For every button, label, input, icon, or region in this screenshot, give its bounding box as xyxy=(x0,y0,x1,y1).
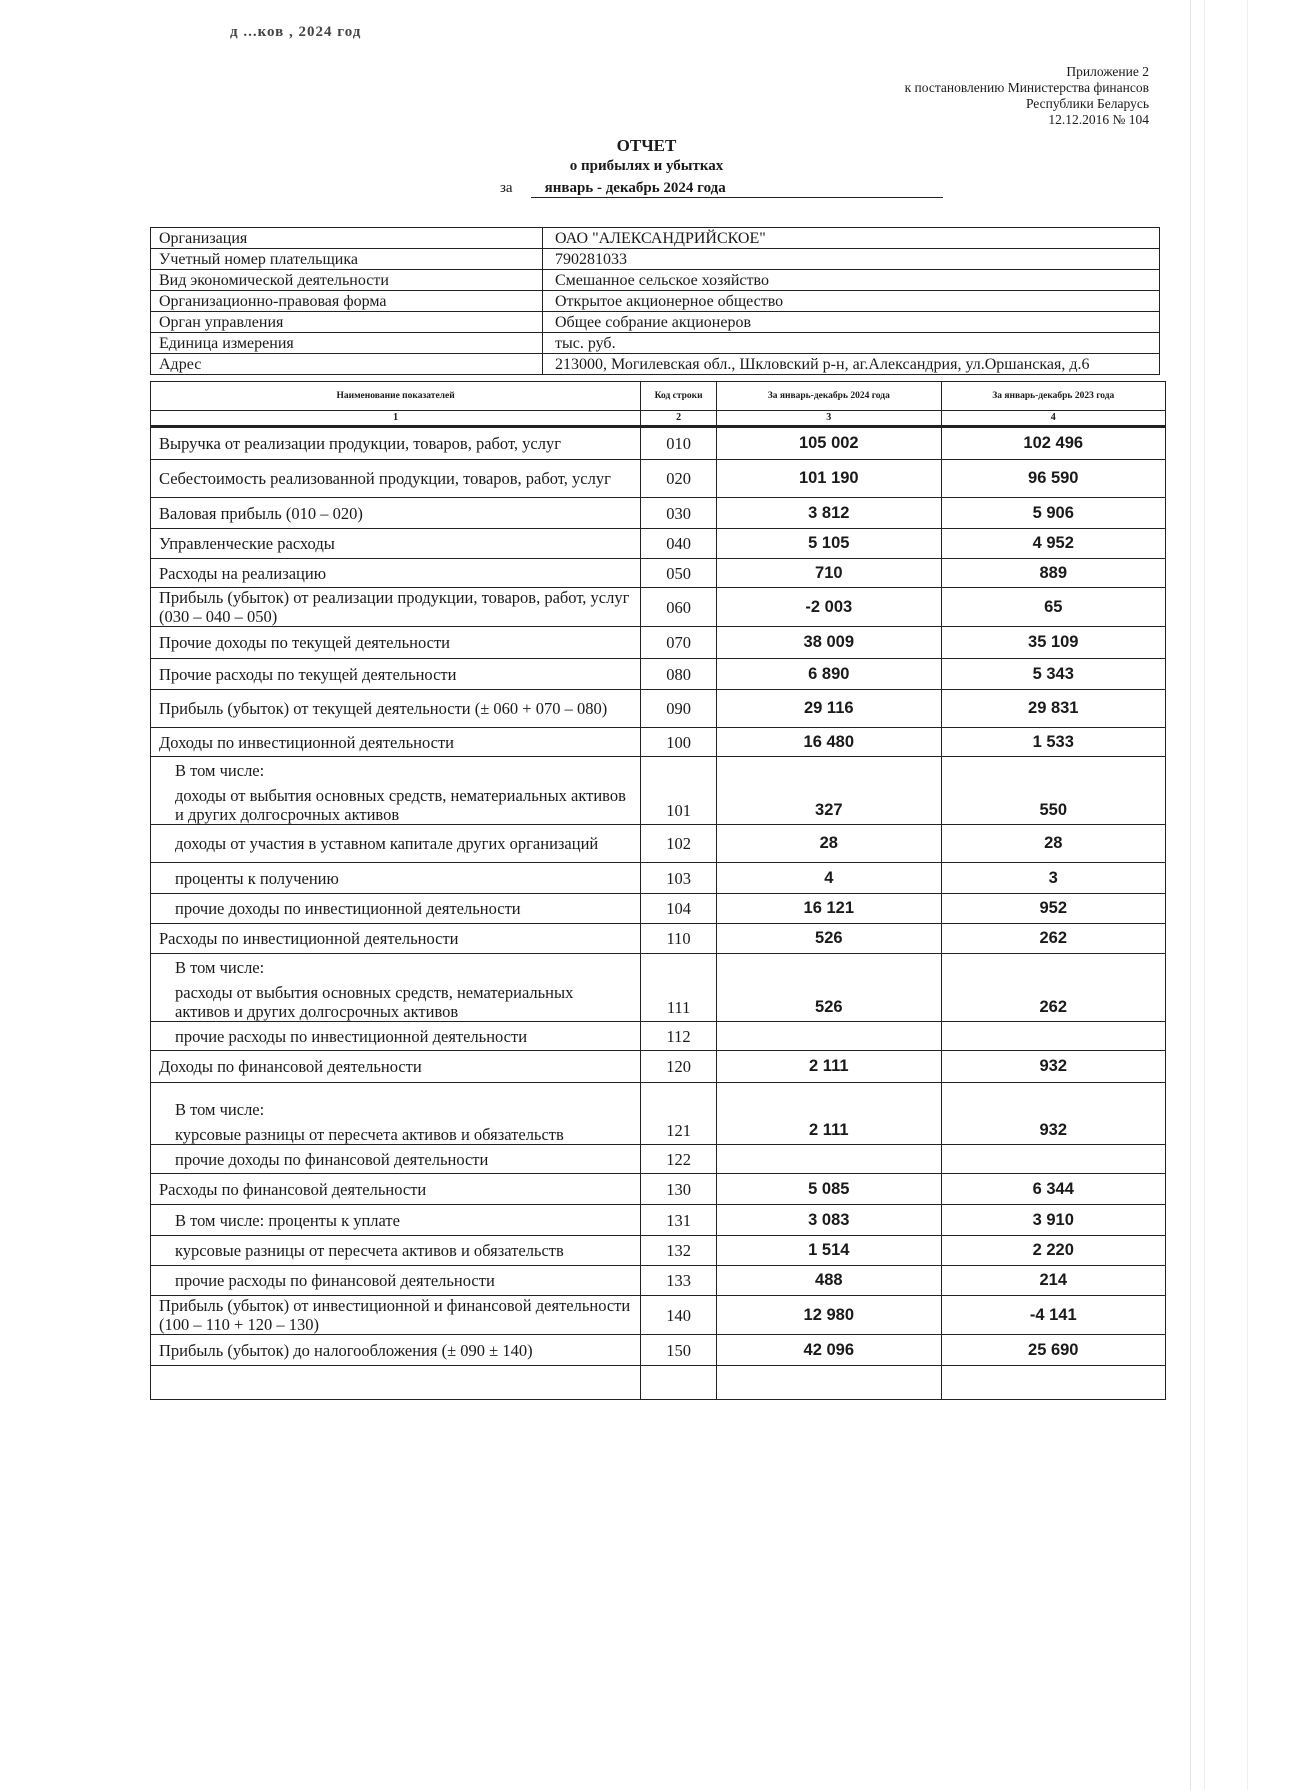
table-row xyxy=(151,427,1166,460)
table-row xyxy=(151,559,1166,588)
info-value: Открытое акционерное общество xyxy=(543,291,1160,312)
report-period xyxy=(500,180,943,198)
column-number: 4 xyxy=(941,411,1165,427)
info-label: Адрес xyxy=(151,354,543,375)
column-number: 2 xyxy=(641,411,717,427)
table-row xyxy=(151,954,1166,1022)
value-2024: 16 480 xyxy=(717,728,941,757)
row-name-text: доходы от выбытия основных средств, нематериальных активов и других долгосрочных активов xyxy=(175,786,626,824)
table-row xyxy=(151,1145,1166,1174)
row-code: 020 xyxy=(641,460,717,498)
row-name: Выручка от реализации продукции, товаров, работ, услуг xyxy=(151,427,641,460)
row-code: 110 xyxy=(641,924,717,954)
value-2024: 101 190 xyxy=(717,460,941,498)
row-code: 102 xyxy=(641,825,717,863)
value-2024: 28 xyxy=(717,825,941,863)
row-name: Управленческие расходы xyxy=(151,529,641,559)
value-2024: 3 812 xyxy=(717,498,941,529)
info-value: Смешанное сельское хозяйство xyxy=(543,270,1160,291)
table-row xyxy=(151,863,1166,894)
info-value: тыс. руб. xyxy=(543,333,1160,354)
row-name: Прибыль (убыток) до налогообложения (± 090 ± 140) xyxy=(151,1335,641,1366)
value-2023: 550 xyxy=(941,757,1165,825)
table-row xyxy=(151,529,1166,559)
row-name: Прибыль (убыток) от реализации продукции, товаров, работ, услуг (030 – 040 – 050) xyxy=(151,588,641,627)
value-2024: 2 111 xyxy=(717,1051,941,1083)
value-2024 xyxy=(717,1366,941,1400)
value-2024: 42 096 xyxy=(717,1335,941,1366)
row-code: 133 xyxy=(641,1266,717,1296)
info-label: Организация xyxy=(151,228,543,249)
value-2023: 262 xyxy=(941,954,1165,1022)
table-row xyxy=(151,1236,1166,1266)
row-code: 050 xyxy=(641,559,717,588)
table-row xyxy=(151,1083,1166,1145)
value-2024 xyxy=(717,1145,941,1174)
row-name xyxy=(151,1083,641,1145)
value-2023: 3 xyxy=(941,863,1165,894)
table-row xyxy=(151,1335,1166,1366)
row-code: 120 xyxy=(641,1051,717,1083)
row-code: 030 xyxy=(641,498,717,529)
table-row xyxy=(151,690,1166,728)
value-2024: 488 xyxy=(717,1266,941,1296)
info-row xyxy=(151,291,1160,312)
value-2023: 214 xyxy=(941,1266,1165,1296)
info-label: Вид экономической деятельности xyxy=(151,270,543,291)
value-2024: 3 083 xyxy=(717,1205,941,1236)
info-row xyxy=(151,228,1160,249)
column-number: 1 xyxy=(151,411,641,427)
row-code: 122 xyxy=(641,1145,717,1174)
header-name: Наименование показателей xyxy=(151,382,641,411)
table-row xyxy=(151,1266,1166,1296)
info-value: Общее собрание акционеров xyxy=(543,312,1160,333)
row-code: 070 xyxy=(641,627,717,659)
value-2023: 262 xyxy=(941,924,1165,954)
header-2024: За январь-декабрь 2024 года xyxy=(717,382,941,411)
value-2024 xyxy=(717,1022,941,1051)
header-2023: За январь-декабрь 2023 года xyxy=(941,382,1165,411)
value-2024: -2 003 xyxy=(717,588,941,627)
row-name: Расходы по инвестиционной деятельности xyxy=(151,924,641,954)
value-2024: 29 116 xyxy=(717,690,941,728)
table-row xyxy=(151,1205,1166,1236)
value-2023: 4 952 xyxy=(941,529,1165,559)
value-2023: 6 344 xyxy=(941,1174,1165,1205)
row-code xyxy=(641,1366,717,1400)
scan-streak xyxy=(1190,0,1191,1790)
value-2023: 1 533 xyxy=(941,728,1165,757)
value-2023: 29 831 xyxy=(941,690,1165,728)
value-2023: 5 906 xyxy=(941,498,1165,529)
info-value: 790281033 xyxy=(543,249,1160,270)
value-2024: 105 002 xyxy=(717,427,941,460)
row-code: 150 xyxy=(641,1335,717,1366)
value-2024: 12 980 xyxy=(717,1296,941,1335)
value-2023: 889 xyxy=(941,559,1165,588)
value-2023 xyxy=(941,1022,1165,1051)
report-subtitle: о прибылях и убытках xyxy=(569,158,724,174)
row-name: Доходы по финансовой деятельности xyxy=(151,1051,641,1083)
row-name xyxy=(151,1366,641,1400)
value-2024: 526 xyxy=(717,954,941,1022)
appendix-line: Приложение 2 xyxy=(1066,64,1149,79)
value-2024: 1 514 xyxy=(717,1236,941,1266)
row-name: Прочие расходы по текущей деятельности xyxy=(151,659,641,690)
info-label: Орган управления xyxy=(151,312,543,333)
row-prefix: В том числе: xyxy=(175,761,265,780)
row-code: 010 xyxy=(641,427,717,460)
row-code: 111 xyxy=(641,954,717,1022)
row-prefix: В том числе: xyxy=(175,958,265,977)
info-row xyxy=(151,333,1160,354)
table-row xyxy=(151,1174,1166,1205)
value-2024: 5 105 xyxy=(717,529,941,559)
row-code: 104 xyxy=(641,894,717,924)
table-row xyxy=(151,1296,1166,1335)
table-row xyxy=(151,659,1166,690)
value-2024: 5 085 xyxy=(717,1174,941,1205)
info-row xyxy=(151,249,1160,270)
row-name xyxy=(151,954,641,1022)
value-2023 xyxy=(941,1366,1165,1400)
row-code: 121 xyxy=(641,1083,717,1145)
profit-loss-table xyxy=(150,381,1166,1400)
info-label: Организационно-правовая форма xyxy=(151,291,543,312)
table-header-row xyxy=(151,382,1166,411)
value-2024: 6 890 xyxy=(717,659,941,690)
row-name: прочие расходы по инвестиционной деятельности xyxy=(151,1022,641,1051)
row-code: 103 xyxy=(641,863,717,894)
row-name: Расходы на реализацию xyxy=(151,559,641,588)
row-name: Доходы по инвестиционной деятельности xyxy=(151,728,641,757)
row-code: 040 xyxy=(641,529,717,559)
appendix-line: Республики Беларусь xyxy=(1025,96,1149,111)
value-2024: 710 xyxy=(717,559,941,588)
table-row xyxy=(151,757,1166,825)
row-name: Прибыль (убыток) от инвестиционной и финансовой деятельности (100 – 110 + 120 – 130) xyxy=(151,1296,641,1335)
row-name: Прочие доходы по текущей деятельности xyxy=(151,627,641,659)
row-code: 080 xyxy=(641,659,717,690)
info-row xyxy=(151,312,1160,333)
row-name: прочие доходы по финансовой деятельности xyxy=(151,1145,641,1174)
table-row xyxy=(151,728,1166,757)
value-2023: 932 xyxy=(941,1051,1165,1083)
appendix-line: к постановлению Министерства финансов xyxy=(904,80,1149,95)
value-2023 xyxy=(941,1145,1165,1174)
organization-info-table xyxy=(150,227,1160,375)
info-row xyxy=(151,270,1160,291)
row-code: 100 xyxy=(641,728,717,757)
row-name: прочие доходы по инвестиционной деятельности xyxy=(151,894,641,924)
period-prefix: за xyxy=(500,180,513,196)
row-name: Прибыль (убыток) от текущей деятельности (± 060 + 070 – 080) xyxy=(151,690,641,728)
row-name: проценты к получению xyxy=(151,863,641,894)
row-code: 140 xyxy=(641,1296,717,1335)
row-name xyxy=(151,757,641,825)
row-name: курсовые разницы от пересчета активов и обязательств xyxy=(151,1236,641,1266)
row-name: Валовая прибыль (010 – 020) xyxy=(151,498,641,529)
period-value: январь - декабрь 2024 года xyxy=(531,180,943,198)
info-value: 213000, Могилевская обл., Шкловский р-н, аг.Александрия, ул.Оршанская, д.6 xyxy=(543,354,1160,375)
value-2023: 3 910 xyxy=(941,1205,1165,1236)
table-row xyxy=(151,1022,1166,1051)
report-title: ОТЧЕТ xyxy=(616,136,677,155)
row-code: 132 xyxy=(641,1236,717,1266)
value-2023: 5 343 xyxy=(941,659,1165,690)
row-prefix: В том числе: xyxy=(175,1100,265,1119)
row-code: 060 xyxy=(641,588,717,627)
row-code: 130 xyxy=(641,1174,717,1205)
appendix-line: 12.12.2016 № 104 xyxy=(1048,112,1149,127)
row-name-text: расходы от выбытия основных средств, нематериальных активов и других долгосрочных активов xyxy=(175,983,574,1021)
table-row xyxy=(151,924,1166,954)
table-row xyxy=(151,460,1166,498)
value-2024: 2 111 xyxy=(717,1083,941,1145)
value-2024: 526 xyxy=(717,924,941,954)
table-row xyxy=(151,627,1166,659)
row-name-text: курсовые разницы от пересчета активов и обязательств xyxy=(175,1125,564,1144)
value-2023: 35 109 xyxy=(941,627,1165,659)
scan-streak xyxy=(1204,0,1205,1790)
value-2023: 932 xyxy=(941,1083,1165,1145)
value-2024: 4 xyxy=(717,863,941,894)
row-code: 101 xyxy=(641,757,717,825)
row-name: Себестоимость реализованной продукции, товаров, работ, услуг xyxy=(151,460,641,498)
scan-streak xyxy=(1247,0,1248,1790)
row-name: Расходы по финансовой деятельности xyxy=(151,1174,641,1205)
table-row xyxy=(151,498,1166,529)
row-name: В том числе: проценты к уплате xyxy=(151,1205,641,1236)
value-2023: 102 496 xyxy=(941,427,1165,460)
row-name: прочие расходы по финансовой деятельности xyxy=(151,1266,641,1296)
value-2023: 2 220 xyxy=(941,1236,1165,1266)
info-value: ОАО "АЛЕКСАНДРИЙСКОЕ" xyxy=(543,228,1160,249)
row-name: доходы от участия в уставном капитале других организаций xyxy=(151,825,641,863)
row-code: 131 xyxy=(641,1205,717,1236)
info-row xyxy=(151,354,1160,375)
value-2023: 952 xyxy=(941,894,1165,924)
header-code: Код строки xyxy=(641,382,717,411)
top-cut-text: д ...ков , 2024 год xyxy=(230,24,362,40)
value-2024: 16 121 xyxy=(717,894,941,924)
value-2023: 96 590 xyxy=(941,460,1165,498)
info-label: Учетный номер плательщика xyxy=(151,249,543,270)
table-row xyxy=(151,1366,1166,1400)
column-number: 3 xyxy=(717,411,941,427)
appendix-note xyxy=(905,64,1149,128)
value-2024: 38 009 xyxy=(717,627,941,659)
value-2023: 25 690 xyxy=(941,1335,1165,1366)
row-code: 112 xyxy=(641,1022,717,1051)
value-2023: -4 141 xyxy=(941,1296,1165,1335)
table-row xyxy=(151,1051,1166,1083)
table-row xyxy=(151,894,1166,924)
value-2023: 28 xyxy=(941,825,1165,863)
table-row xyxy=(151,588,1166,627)
value-2024: 327 xyxy=(717,757,941,825)
column-numbers-row xyxy=(151,411,1166,427)
value-2023: 65 xyxy=(941,588,1165,627)
table-row xyxy=(151,825,1166,863)
info-label: Единица измерения xyxy=(151,333,543,354)
row-code: 090 xyxy=(641,690,717,728)
